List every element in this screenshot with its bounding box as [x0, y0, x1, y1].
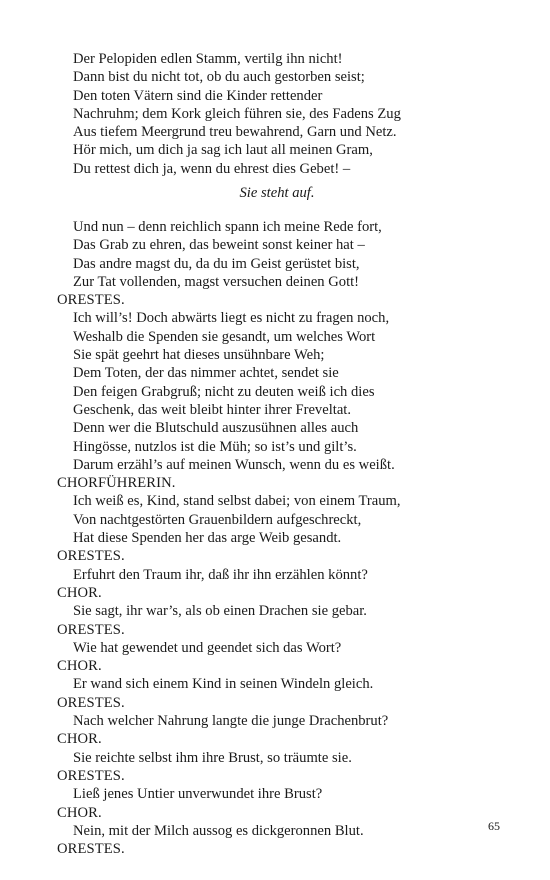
- verse-line: Zur Tat vollenden, magst versuchen deinen Gott!: [73, 273, 360, 290]
- dialogue-block: [57, 218, 530, 858]
- verse-line: Nachruhm; dem Kork gleich führen sie, des Fadens Zug: [73, 105, 401, 122]
- verse-line: Weshalb die Spenden sie gesandt, um welches Wort: [73, 328, 376, 345]
- verse-line: Wie hat gewendet und geendet sich das Wort?: [73, 639, 342, 656]
- speaker-name: ORESTES.: [57, 694, 125, 711]
- verse-line: Der Pelopiden edlen Stamm, vertilg ihn nicht!: [73, 51, 343, 67]
- verse-line: Nein, mit der Milch aussog es dickgeronnen Blut.: [73, 822, 364, 839]
- verse-line: Sie spät geehrt hat dieses unsühnbare Weh;: [73, 347, 325, 364]
- verse-line: Erfuhrt den Traum ihr, daß ihr ihn erzählen könnt?: [73, 566, 368, 583]
- verse-line: Sie sagt, ihr war’s, als ob einen Drachen sie gebar.: [73, 603, 367, 620]
- verse-line: Er wand sich einem Kind in seinen Windeln gleich.: [73, 676, 374, 693]
- stage-direction: Sie steht auf.: [239, 185, 315, 201]
- speaker-name: ORESTES.: [57, 767, 125, 784]
- verse-line: Von nachtgestörten Grauenbildern aufgeschreckt,: [73, 511, 362, 528]
- verse-line: Nach welcher Nahrung langte die junge Drachenbrut?: [73, 713, 389, 730]
- page-number: 65: [488, 819, 500, 833]
- speaker-name: CHOR.: [57, 584, 102, 601]
- verse-line: Aus tiefem Meergrund treu bewahrend, Garn und Netz.: [73, 124, 397, 141]
- speaker-name: ORESTES.: [57, 292, 125, 309]
- speaker-name: ORESTES.: [57, 621, 125, 638]
- verse-line: Sie reichte selbst ihm ihre Brust, so träumte sie.: [73, 749, 352, 766]
- verse-line: Dann bist du nicht tot, ob du auch gestorben seist;: [73, 69, 365, 86]
- speaker-name: CHORFÜHRERIN.: [57, 475, 176, 492]
- verse-line: Das andre magst du, da du im Geist gerüstet bist,: [73, 255, 360, 272]
- speaker-name: ORESTES.: [57, 841, 125, 858]
- verse-line: Hingösse, nutzlos ist die Müh; so ist’s und gilt’s.: [73, 438, 357, 455]
- verse-line: Geschenk, das weit bleibt hinter ihrer Freveltat.: [73, 401, 352, 418]
- verse-line: Ließ jenes Untier unverwundet ihre Brust?: [73, 786, 323, 803]
- verse-line: Darum erzähl’s auf meinen Wunsch, wenn du es weißt.: [73, 456, 395, 473]
- stage-direction-block: [57, 184, 530, 202]
- speaker-name: CHOR.: [57, 658, 102, 675]
- speaker-name: CHOR.: [57, 731, 102, 748]
- verse-line: Hat diese Spenden her das arge Weib gesandt.: [73, 530, 342, 547]
- verse-line: Denn wer die Blutschuld auszusühnen alles auch: [73, 420, 359, 437]
- verse-line: Hör mich, um dich ja sag ich laut all meinen Gram,: [73, 142, 373, 159]
- verse-line: Du rettest dich ja, wenn du ehrest dies Gebet! –: [73, 160, 351, 177]
- verse-line: Und nun – denn reichlich spann ich meine Rede fort,: [73, 219, 382, 235]
- verse-line: Den toten Vätern sind die Kinder rettender: [73, 87, 323, 104]
- verse-line: Ich will’s! Doch abwärts liegt es nicht zu fragen noch,: [73, 310, 390, 327]
- speaker-name: CHOR.: [57, 804, 102, 821]
- speaker-name: ORESTES.: [57, 548, 125, 565]
- verse-line: Das Grab zu ehren, das beweint sonst keiner hat –: [73, 237, 365, 254]
- verse-block-top: [57, 50, 530, 178]
- verse-line: Dem Toten, der das nimmer achtet, sendet sie: [73, 365, 339, 382]
- verse-line: Ich weiß es, Kind, stand selbst dabei; von einem Traum,: [73, 493, 401, 510]
- verse-line: Den feigen Grabgruß; nicht zu deuten weiß ich dies: [73, 383, 375, 400]
